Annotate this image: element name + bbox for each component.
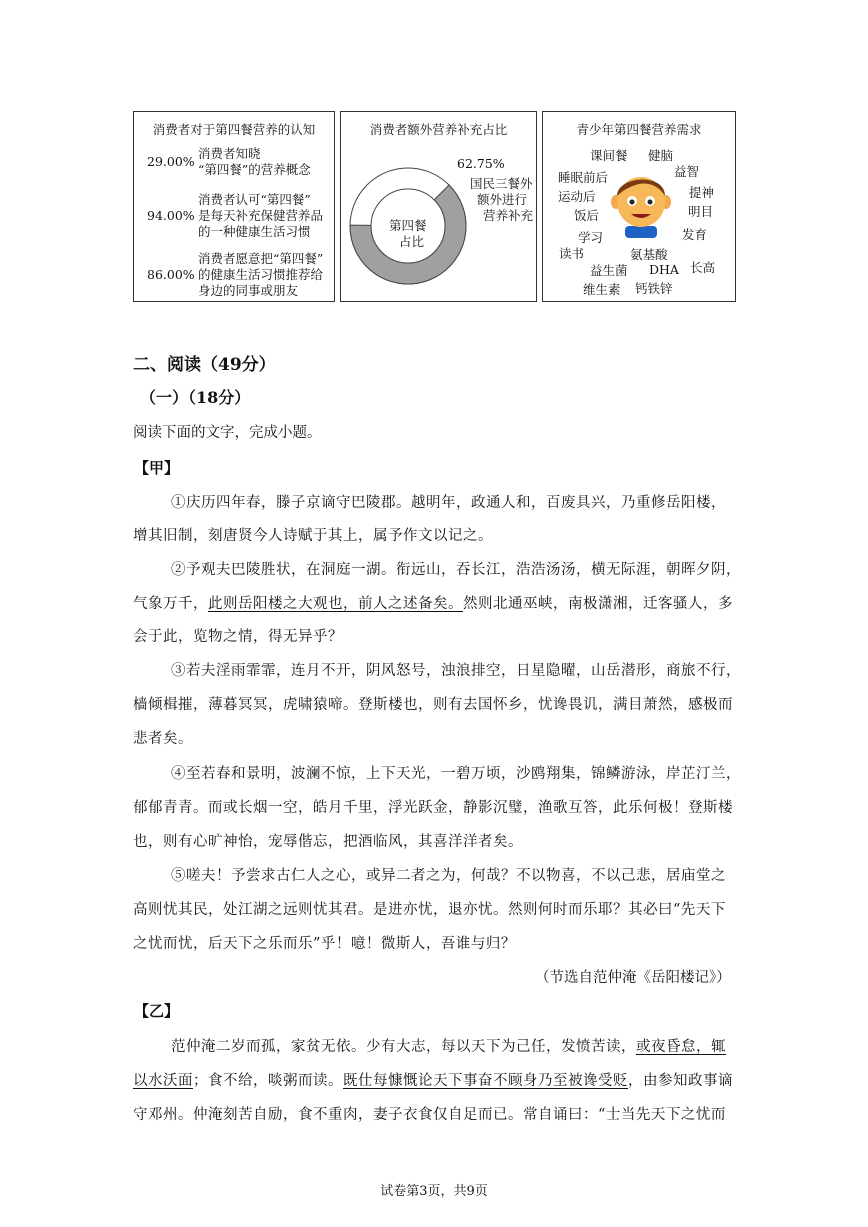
passage-text: ；食不给，啖粥而读。 [193, 1073, 343, 1089]
passage-line [171, 1035, 726, 1056]
need-word: 健脑 [648, 148, 674, 163]
boy-face-icon [609, 168, 673, 238]
passage-line: ①庆历四年春，滕子京谪守巴陵郡。越明年，政通人和，百废具兴，乃重修岳阳楼， [171, 495, 726, 511]
need-word: 发育 [682, 227, 708, 242]
passage-line: 会于此，览物之情，得无异乎？ [133, 629, 343, 645]
teen-nutrition-needs-panel [542, 111, 736, 302]
passage-source: （节选自范仲淹《岳阳楼记》） [535, 970, 731, 986]
extra-nutrition-panel [340, 111, 537, 302]
passage-line: ②予观夫巴陵胜状，在洞庭一湖。衔远山，吞长江，浩浩汤汤，横无际涯，朝晖夕阴， [171, 562, 741, 578]
passage-line: ④至若春和景明，波澜不惊，上下天光，一碧万顷，沙鸥翔集，锦鳞游泳，岸芷汀兰， [171, 766, 741, 782]
section-heading: 二、阅读（49分） [133, 355, 276, 375]
need-word: 学习 [578, 230, 604, 245]
panel-title: 消费者对于第四餐营养的认知 [152, 122, 316, 137]
need-word: 氨基酸 [630, 247, 668, 262]
passage-text: 气象万千， [133, 596, 208, 612]
donut-center-label2: 占比 [399, 234, 425, 249]
need-word: 长高 [690, 260, 716, 275]
need-word: 课间餐 [590, 148, 628, 163]
donut-center-label1: 第四餐 [389, 218, 427, 233]
passage-line [133, 592, 733, 613]
passage-line: 增其旧制，刻唐贤今人诗赋于其上，属予作文以记之。 [133, 528, 493, 544]
donut-percent-label: 62.75% [457, 156, 505, 171]
passage-yi-marker: 【乙】 [134, 1002, 180, 1020]
instruction-text: 阅读下面的文字，完成小题。 [133, 425, 322, 441]
need-word: 提神 [689, 185, 715, 200]
passage-line: 也，则有心旷神怡，宠辱偕忘，把酒临风，其喜洋洋者矣。 [133, 834, 523, 850]
passage-text: ，由参知政事谪 [628, 1073, 733, 1089]
need-word: 益智 [674, 164, 700, 179]
donut-annotation-line1: 国民三餐外 [470, 176, 533, 191]
awareness-percent-2: 94.00% [147, 208, 195, 223]
awareness-desc-3: 消费者愿意把“第四餐” 的健康生活习惯推荐给 身边的同事或朋友 [198, 251, 324, 298]
passage-jia-marker: 【甲】 [134, 459, 180, 477]
panel-title: 青少年第四餐营养需求 [576, 122, 702, 137]
panel-title: 消费者额外营养补充占比 [369, 122, 508, 137]
need-word: 维生素 [583, 282, 621, 297]
passage-line: 守邓州。仲淹刻苦自励，食不重肉，妻子衣食仅自足而已。常自诵曰：“士当先天下之忧而 [133, 1107, 726, 1123]
passage-text: 然则北通巫峡，南极潇湘，迁客骚人，多 [463, 596, 733, 612]
awareness-percent-1: 29.00% [147, 154, 195, 169]
need-word: 饭后 [574, 208, 600, 223]
need-word: 读书 [559, 246, 585, 261]
underlined-sentence: 既仕每慷慨论天下事奋不顾身乃至被谗受贬 [343, 1073, 628, 1089]
donut-annotation-line2: 额外进行 [477, 192, 528, 207]
consumer-awareness-panel [133, 111, 335, 302]
passage-line: 高则忧其民，处江湖之远则忧其君。是进亦忧，退亦忧。然则何时而乐耶？其必曰“先天下 [133, 902, 726, 918]
underlined-sentence: 此则岳阳楼之大观也，前人之述备矣。 [208, 596, 463, 612]
awareness-desc-1: 消费者知晓 “第四餐”的营养概念 [198, 146, 311, 177]
awareness-percent-3: 86.00% [147, 267, 195, 282]
donut-annotation-line3: 营养补充 [483, 208, 534, 223]
underlined-sentence: 或夜昏怠，辄 [636, 1039, 726, 1055]
passage-line: ⑤嗟夫！予尝求古仁人之心，或异二者之为，何哉？不以物喜，不以己悲，居庙堂之 [171, 868, 726, 884]
passage-line: 樯倾楫摧，薄暮冥冥，虎啸猿啼。登斯楼也，则有去国怀乡，忧谗畏讥，满目萧然，感极而 [133, 697, 733, 713]
page-footer: 试卷第3页，共9页 [380, 1184, 488, 1199]
need-word: 睡眠前后 [558, 170, 609, 185]
need-word: DHA [649, 262, 679, 277]
passage-line: 悲者矣。 [133, 731, 193, 747]
need-word: 钙铁锌 [635, 281, 673, 296]
subsection-heading: （一）（18分） [140, 388, 251, 407]
need-word: 益生菌 [590, 263, 628, 278]
passage-text: 范仲淹二岁而孤，家贫无依。少有大志，每以天下为己任，发愤苦读， [171, 1039, 636, 1055]
passage-line: 郁郁青青。而或长烟一空，皓月千里，浮光跃金，静影沉璧，渔歌互答，此乐何极！登斯楼 [133, 800, 733, 816]
underlined-sentence: 以水沃面 [133, 1073, 193, 1089]
passage-line [133, 1069, 733, 1090]
passage-line: ③若夫淫雨霏霏，连月不开，阴风怒号，浊浪排空，日星隐曜，山岳潜形，商旅不行， [171, 663, 741, 679]
passage-line: 之忧而忧，后天下之乐而乐”乎！噫！微斯人，吾谁与归？ [133, 936, 516, 952]
need-word: 运动后 [558, 189, 596, 204]
awareness-desc-2: 消费者认可“第四餐” 是每天补充保健营养品 的一种健康生活习惯 [198, 192, 324, 239]
need-word: 明目 [688, 204, 714, 219]
